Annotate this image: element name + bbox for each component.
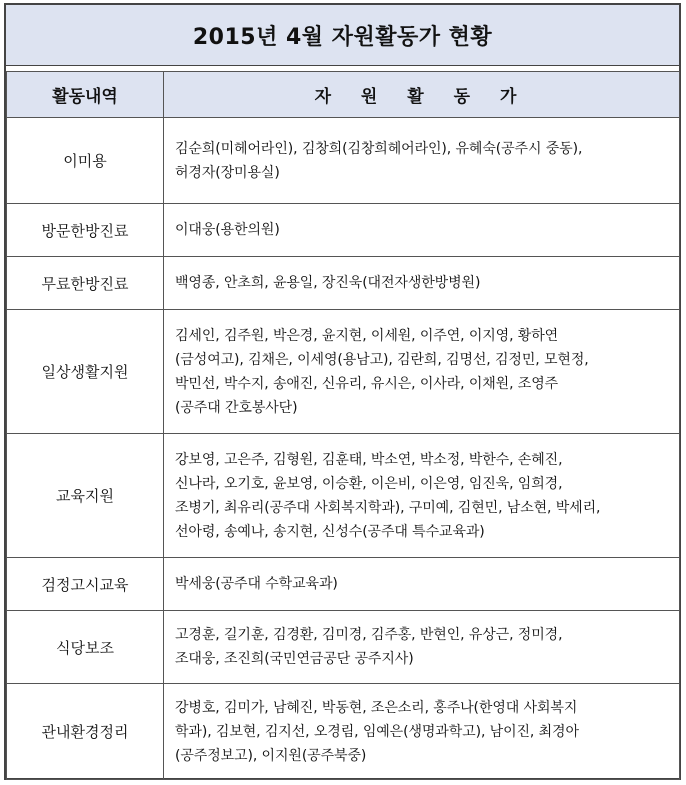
table-row — [7, 558, 680, 611]
table-row — [7, 684, 680, 780]
header-volunteers: 자 원 활 동 가 — [164, 72, 680, 118]
volunteer-names-cell: 강보영, 고은주, 김형원, 김훈태, 박소연, 박소정, 박한수, 손혜진, 신나라, 오기호, 윤보영, 이승환, 이은비, 이은영, 임진욱, 임희경, 조병기, 최유리(공주대 사회복지학과), 구미예, 김현민, 남소현, 박세리, 선아령, 송예나, 송지현, 신성수(공주대 특수교육과) — [164, 434, 680, 558]
category-cell: 식당보조 — [7, 611, 164, 684]
volunteer-names-cell: 고경훈, 길기훈, 김경환, 김미경, 김주홍, 반현인, 유상근, 정미경, 조대웅, 조진희(국민연금공단 공주지사) — [164, 611, 680, 684]
volunteer-names-cell: 박세웅(공주대 수학교육과) — [164, 558, 680, 611]
table-row — [7, 310, 680, 434]
volunteer-names-cell: 김세인, 김주원, 박은경, 윤지현, 이세원, 이주연, 이지영, 황하연 (금성여고), 김채은, 이세영(용남고), 김란희, 김명선, 김정민, 모현정, 박민선, 박수지, 송애진, 신유리, 유시은, 이사라, 이채원, 조영주 (공주대 간호봉사단) — [164, 310, 680, 434]
table-row — [7, 118, 680, 204]
category-cell: 관내환경정리 — [7, 684, 164, 780]
volunteer-names-cell: 이대웅(용한의원) — [164, 204, 680, 257]
category-cell: 검정고시교육 — [7, 558, 164, 611]
table-row — [7, 257, 680, 310]
table-row — [7, 611, 680, 684]
volunteer-names-cell: 김순희(미헤어라인), 김창희(김창희헤어라인), 유혜숙(공주시 중동), 허경자(장미용실) — [164, 118, 680, 204]
title-text: 2015년 4월 자원활동가 현황 — [192, 24, 493, 50]
category-cell: 무료한방진료 — [7, 257, 164, 310]
category-cell: 이미용 — [7, 118, 164, 204]
table-row — [7, 434, 680, 558]
table-title — [6, 5, 679, 66]
category-cell: 일상생활지원 — [7, 310, 164, 434]
header-category: 활동내역 — [7, 72, 164, 118]
volunteer-status-table — [4, 3, 681, 780]
volunteer-table — [6, 71, 680, 780]
volunteer-names-cell: 강병호, 김미가, 남혜진, 박동현, 조은소리, 홍주나(한영대 사회복지 학과), 김보현, 김지선, 오경림, 임예은(생명과학고), 남이진, 최경아 (공주정보고), 이지원(공주북중) — [164, 684, 680, 780]
category-cell: 교육지원 — [7, 434, 164, 558]
category-cell: 방문한방진료 — [7, 204, 164, 257]
table-row — [7, 204, 680, 257]
header-row — [7, 72, 680, 118]
volunteer-names-cell: 백영종, 안초희, 윤용일, 장진욱(대전자생한방병원) — [164, 257, 680, 310]
